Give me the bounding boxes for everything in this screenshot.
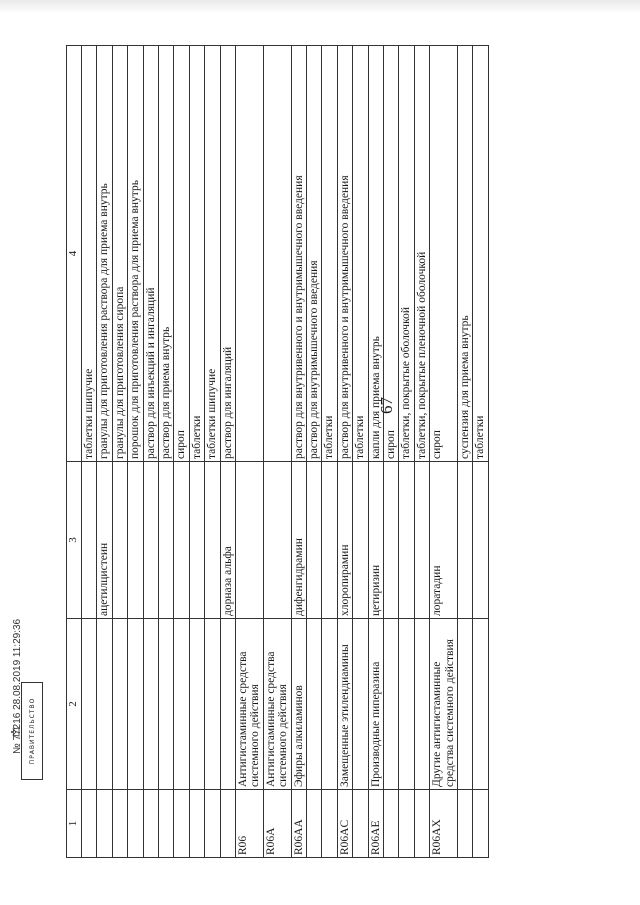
table-row	[368, 46, 383, 858]
dosage-form-cell: суспензия для приема внутрь	[458, 46, 473, 462]
rotated-table-container	[66, 46, 489, 858]
page-number: 67	[377, 397, 396, 414]
group-name-cell	[473, 619, 488, 790]
dosage-form-cell	[235, 46, 263, 462]
code-cell	[220, 790, 235, 858]
group-name-cell	[128, 619, 143, 790]
dosage-form-cell: таблетки шипучие	[81, 46, 96, 462]
code-cell: R06AE	[368, 790, 383, 858]
table-row	[430, 46, 458, 858]
inn-cell	[235, 462, 263, 619]
table-row	[399, 46, 414, 858]
inn-cell: цетиризин	[368, 462, 383, 619]
group-name-cell	[112, 619, 127, 790]
group-name-cell	[414, 619, 429, 790]
inn-cell	[384, 462, 399, 619]
table-row	[306, 46, 321, 858]
table-row	[112, 46, 127, 858]
dosage-form-cell: таблетки шипучие	[205, 46, 220, 462]
group-name-cell: Замещенные этилендиамины	[337, 619, 352, 790]
table-body	[81, 46, 488, 858]
table-row	[128, 46, 143, 858]
inn-cell	[143, 462, 158, 619]
stamp-text: ПРАВИТЕЛЬСТВО	[28, 697, 36, 765]
code-cell	[458, 790, 473, 858]
dosage-form-cell: таблетки	[189, 46, 204, 462]
inn-cell	[353, 462, 368, 619]
code-cell	[112, 790, 127, 858]
code-cell	[399, 790, 414, 858]
table-row	[143, 46, 158, 858]
table-row	[337, 46, 352, 858]
table-row	[458, 46, 473, 858]
inn-cell	[128, 462, 143, 619]
group-name-cell	[458, 619, 473, 790]
header-col-4: 4	[67, 46, 82, 462]
group-name-cell	[384, 619, 399, 790]
header-col-2: 2	[67, 619, 82, 790]
dosage-form-cell: раствор для внутримышечного введения	[306, 46, 321, 462]
group-name-cell	[220, 619, 235, 790]
inn-cell	[189, 462, 204, 619]
code-cell	[322, 790, 337, 858]
code-cell	[158, 790, 173, 858]
dosage-form-cell: раствор для ингаляций	[220, 46, 235, 462]
dosage-form-cell: сироп	[174, 46, 189, 462]
header-col-1: 1	[67, 790, 82, 858]
inn-cell	[81, 462, 96, 619]
dosage-form-cell: таблетки, покрытые оболочкой	[399, 46, 414, 462]
table-row	[205, 46, 220, 858]
table-row	[291, 46, 306, 858]
inn-cell	[322, 462, 337, 619]
dosage-form-cell: гранулы для приготовления сиропа	[112, 46, 127, 462]
dosage-form-cell: гранулы для приготовления раствора для приема внутрь	[97, 46, 112, 462]
code-cell	[353, 790, 368, 858]
inn-cell	[473, 462, 488, 619]
inn-cell: дифенгидрамин	[291, 462, 306, 619]
table-row	[174, 46, 189, 858]
code-cell: R06A	[263, 790, 291, 858]
code-cell	[143, 790, 158, 858]
table-row	[189, 46, 204, 858]
header-row	[67, 46, 82, 858]
group-name-cell	[399, 619, 414, 790]
group-name-cell	[81, 619, 96, 790]
inn-cell	[414, 462, 429, 619]
table-row	[220, 46, 235, 858]
dosage-form-cell: раствор для внутривенного и внутримышечного введения	[291, 46, 306, 462]
group-name-cell: Другие антигистаминные средства системного действия	[430, 619, 458, 790]
group-name-cell	[306, 619, 321, 790]
table-row	[81, 46, 96, 858]
code-cell	[473, 790, 488, 858]
code-cell	[205, 790, 220, 858]
table-row	[322, 46, 337, 858]
inn-cell: лоратадин	[430, 462, 458, 619]
dosage-form-cell	[263, 46, 291, 462]
code-cell	[189, 790, 204, 858]
inn-cell	[458, 462, 473, 619]
group-name-cell	[174, 619, 189, 790]
code-cell	[414, 790, 429, 858]
group-name-cell	[97, 619, 112, 790]
document-number: № 77216 28.08.2019 11:29:36	[12, 618, 23, 754]
dosage-form-cell: порошок для приготовления раствора для приема внутрь	[128, 46, 143, 462]
inn-cell: ацетилцистеин	[97, 462, 112, 619]
table-row	[384, 46, 399, 858]
inn-cell: дорназа альфа	[220, 462, 235, 619]
dosage-form-cell: таблетки	[353, 46, 368, 462]
dosage-form-cell: раствор для инъекций и ингаляций	[143, 46, 158, 462]
dosage-form-cell: сироп	[384, 46, 399, 462]
code-cell	[306, 790, 321, 858]
inn-cell: хлоропирамин	[337, 462, 352, 619]
dosage-form-cell: таблетки	[322, 46, 337, 462]
group-name-cell	[205, 619, 220, 790]
inn-cell	[399, 462, 414, 619]
group-name-cell	[189, 619, 204, 790]
code-cell	[81, 790, 96, 858]
dosage-form-cell: капли для приема внутрь	[368, 46, 383, 462]
group-name-cell: Эфиры алкиламинов	[291, 619, 306, 790]
code-cell	[384, 790, 399, 858]
drug-table	[66, 45, 489, 858]
group-name-cell	[143, 619, 158, 790]
dosage-form-cell: сироп	[430, 46, 458, 462]
scan-edge	[0, 0, 640, 14]
group-name-cell: Антигистаминные средства системного действия	[263, 619, 291, 790]
header-col-3: 3	[67, 462, 82, 619]
table-row	[97, 46, 112, 858]
code-cell	[128, 790, 143, 858]
group-name-cell: Антигистаминные средства системного действия	[235, 619, 263, 790]
code-cell: R06AC	[337, 790, 352, 858]
group-name-cell: Производные пиперазина	[368, 619, 383, 790]
dosage-form-cell: раствор для внутривенного и внутримышечного введения	[337, 46, 352, 462]
table-row	[473, 46, 488, 858]
table-row	[353, 46, 368, 858]
inn-cell	[263, 462, 291, 619]
dosage-form-cell: раствор для приема внутрь	[158, 46, 173, 462]
table-row	[263, 46, 291, 858]
dosage-form-cell: таблетки	[473, 46, 488, 462]
inn-cell	[174, 462, 189, 619]
code-cell: R06AX	[430, 790, 458, 858]
group-name-cell	[158, 619, 173, 790]
code-cell	[174, 790, 189, 858]
group-name-cell	[353, 619, 368, 790]
inn-cell	[112, 462, 127, 619]
table-row	[235, 46, 263, 858]
inn-cell	[158, 462, 173, 619]
inn-cell	[306, 462, 321, 619]
stamp-box	[21, 682, 43, 780]
code-cell	[97, 790, 112, 858]
code-cell: R06	[235, 790, 263, 858]
dosage-form-cell: таблетки, покрытые пленочной оболочкой	[414, 46, 429, 462]
inn-cell	[205, 462, 220, 619]
code-cell: R06AA	[291, 790, 306, 858]
group-name-cell	[322, 619, 337, 790]
table-row	[414, 46, 429, 858]
table-row	[158, 46, 173, 858]
